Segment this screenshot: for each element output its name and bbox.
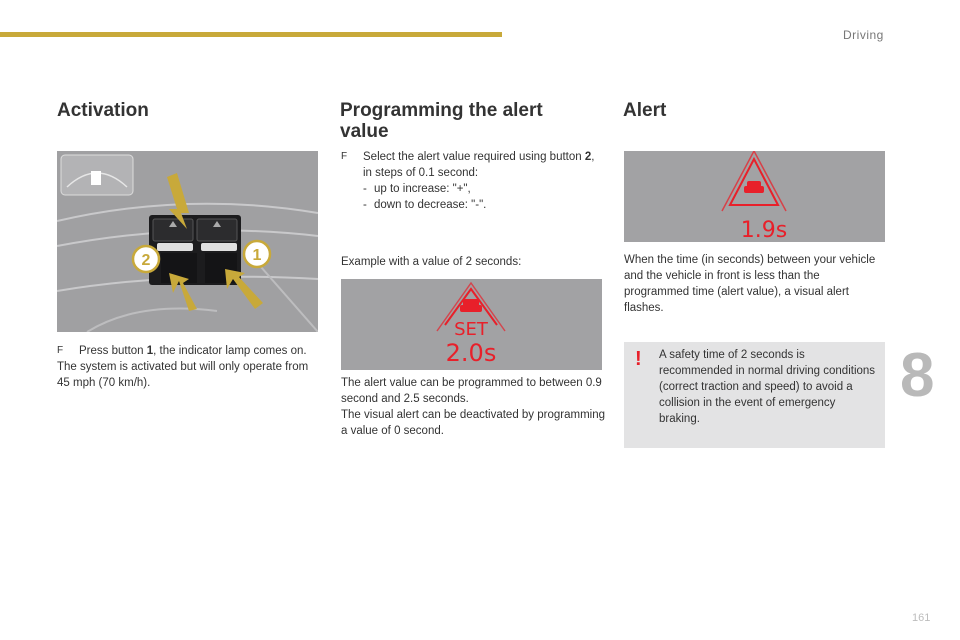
programming-button-number: 2 (584, 151, 592, 163)
car-icon (460, 299, 482, 312)
set-display-drawing (341, 279, 602, 370)
dashboard-buttons-illustration (57, 151, 318, 332)
dash-item-increase (341, 181, 603, 197)
programming-title: Programming the alert value (340, 100, 543, 142)
section-label: Driving (843, 28, 884, 42)
safety-warning-text: A safety time of 2 seconds is recommended in normal driving conditions (correct traction and speed) to avoid a collision in the event of emergency braking. (659, 349, 876, 425)
alert-body: When the time (in seconds) between your vehicle and the vehicle in front is less than the programmed time (alert value), a visual alert flashes. (624, 254, 876, 314)
page-number: 161 (912, 612, 931, 624)
dash-symbol: - (363, 199, 367, 211)
set-display-illustration (341, 279, 602, 370)
callout-2-label: 2 (141, 252, 151, 269)
dash-item-decrease (341, 197, 603, 213)
alert-display-drawing (624, 151, 885, 242)
activation-body: The system is activated but will only operate from 45 mph (70 km/h). (57, 361, 309, 389)
alert-title: Alert (623, 100, 667, 121)
alert-column (623, 100, 885, 121)
programming-notes (341, 375, 607, 439)
safety-warning-box (624, 342, 885, 448)
header-accent-bar (0, 32, 502, 37)
activation-bullet (57, 343, 319, 359)
callout-1-label: 1 (252, 247, 262, 264)
programming-range-text: The alert value can be programmed to between 0.9 second and 2.5 seconds. (341, 377, 602, 405)
set-label: SET (454, 319, 488, 340)
programming-example: Example with a value of 2 seconds: (341, 256, 522, 268)
activation-button-number: 1 (146, 345, 154, 357)
set-value: 2.0s (445, 339, 497, 367)
programming-column (340, 100, 602, 142)
activation-bullet-text-end: , the indicator lamp comes on. (153, 345, 307, 357)
alert-display-illustration (624, 151, 885, 242)
dashboard-drawing (57, 151, 318, 332)
chapter-number: 8 (900, 341, 935, 410)
programming-bullet-text-end: , in steps of 0.1 second: (363, 151, 595, 179)
dash-text-increase: up to increase: "+", (374, 183, 471, 195)
warning-exclamation-icon: ! (635, 348, 642, 370)
bullet-symbol: F (57, 345, 64, 356)
activation-bullet-text: Press button (79, 345, 147, 357)
activation-text (57, 343, 319, 391)
programming-steps (341, 149, 603, 213)
bullet-symbol: F (341, 151, 348, 162)
programming-bullet-text: Select the alert value required using button (363, 151, 585, 163)
dash-symbol: - (363, 183, 367, 195)
activation-title: Activation (57, 100, 149, 121)
programming-deactivate-text: The visual alert can be deactivated by programming a value of 0 second. (341, 409, 606, 437)
activation-column (57, 100, 319, 121)
alert-value: 1.9s (740, 218, 788, 242)
programming-bullet (341, 149, 603, 181)
dash-text-decrease: down to decrease: "-". (374, 199, 487, 211)
